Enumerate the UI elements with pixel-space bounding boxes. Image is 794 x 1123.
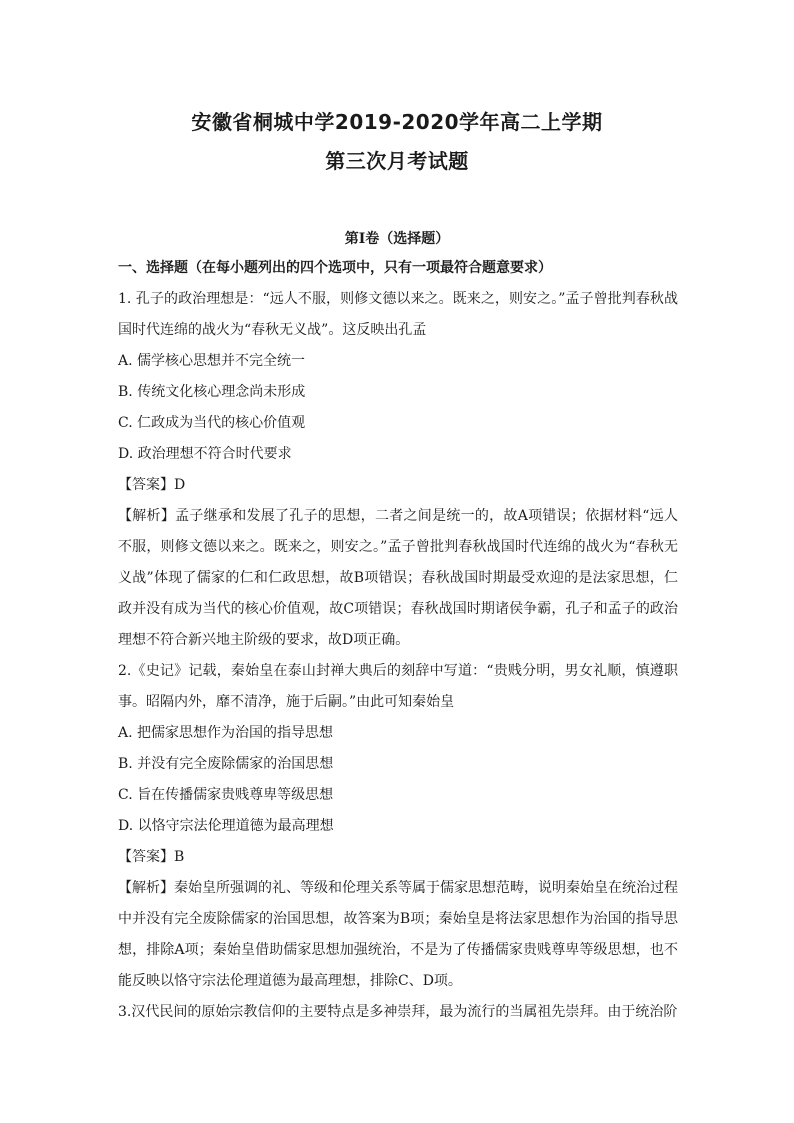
question-1-option-d: D. 政治理想不符合时代要求	[118, 446, 292, 462]
document-title-line2: 第三次月考试题	[325, 149, 469, 173]
question-2-option-a: A. 把儒家思想作为治国的指导思想	[118, 725, 334, 741]
question-1-analysis: 【解析】孟子继承和发展了孔子的思想，二者之间是统一的，故A项错误；依据材料“远人不服，则修文德以来之。既来之，则安之。”孟子曾批判春秋战国时代连绵的战火为“春秋无义战”体现了儒家的仁和仁政思想，故B项错误；春秋战国时期最受欢迎的是法家思想，仁政并没有成为当代的核心价值观，故C项错误；春秋战国时期诸侯争霸，孔子和孟子的政治理想不符合新兴地主阶级的要求，故D项正确。	[118, 508, 678, 648]
question-2-stem: 2.《史记》记载，秦始皇在泰山封禅大典后的刻辞中写道：“贵贱分明，男女礼顺，慎遵职事。昭隔内外，靡不清净，施于后嗣。”由此可知秦始皇	[118, 663, 678, 710]
question-1-option-a: A. 儒学核心思想并不完全统一	[118, 353, 306, 369]
question-2-option-c: C. 旨在传播儒家贵贱尊卑等级思想	[118, 787, 334, 803]
document-title-line1: 安徽省桐城中学2019-2020学年高二上学期	[191, 110, 603, 134]
question-1-option-c: C. 仁政成为当代的核心价值观	[118, 415, 306, 431]
question-2-option-b: B. 并没有完全废除儒家的治国思想	[118, 756, 334, 772]
question-3-stem: 3.汉代民间的原始宗教信仰的主要特点是多神崇拜，最为流行的当属祖先崇拜。由于统治阶	[118, 1004, 678, 1020]
question-1-stem: 1. 孔子的政治理想是：“远人不服，则修文德以来之。既来之，则安之。”孟子曾批判春秋战国时代连绵的战火为“春秋无义战”。这反映出孔孟	[118, 291, 678, 338]
question-2-analysis: 【解析】秦始皇所强调的礼、等级和伦理关系等属于儒家思想范畴，说明秦始皇在统治过程中并没有完全废除儒家的治国思想，故答案为B项；秦始皇是将法家思想作为治国的指导思想，排除A项；秦始皇借助儒家思想加强统治，不是为了传播儒家贵贱尊卑等级思想，也不能反映以恪守宗法伦理道德为最高理想，排除C、D项。	[118, 880, 678, 989]
question-2-option-d: D. 以恪守宗法伦理道德为最高理想	[118, 818, 334, 834]
document-body	[118, 253, 678, 1028]
question-1-answer: 【答案】D	[118, 477, 186, 493]
section-heading: 第I卷（选择题）	[344, 231, 450, 247]
question-2-answer: 【答案】B	[118, 849, 185, 865]
part-heading: 一、选择题（在每小题列出的四个选项中，只有一项最符合题意要求）	[118, 260, 552, 276]
question-1-option-b: B. 传统文化核心理念尚未形成	[118, 384, 306, 400]
